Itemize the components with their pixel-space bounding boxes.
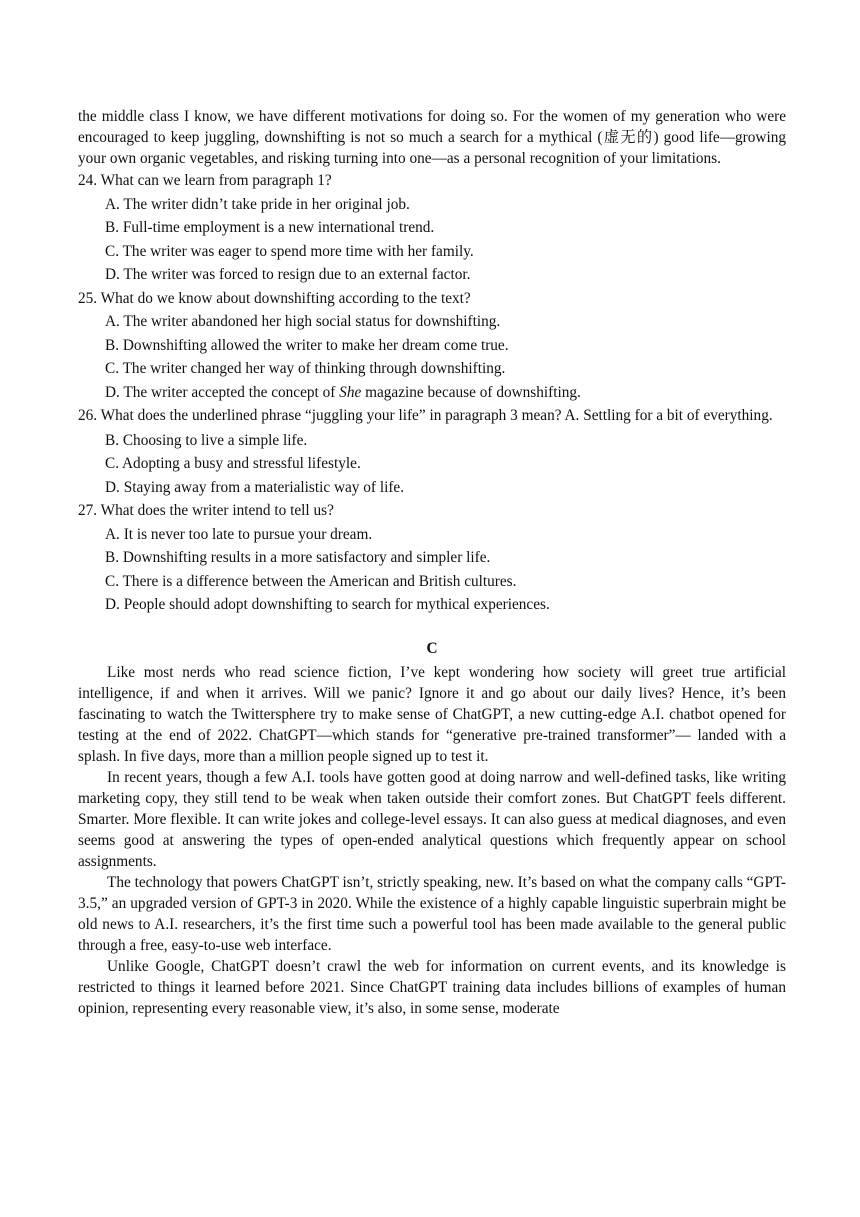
- passage-b-tail: the middle class I know, we have different motivations for doing so. For the women of my generation who were encouraged to keep juggling, downshifting is not so much a search for a mythical (虚无的) good life—growing your own organic vegetables, and risking turning into one—as a personal recognition of your limitations.: [78, 108, 786, 167]
- option-a: A. The writer didn’t take pride in her original job.: [105, 195, 410, 213]
- question-25: [78, 287, 786, 405]
- option-c: C. The writer was eager to spend more time with her family.: [105, 242, 474, 260]
- question-24: [78, 169, 786, 287]
- question-26: [78, 405, 786, 499]
- magazine-title: She: [339, 383, 362, 401]
- option-a: A. It is never too late to pursue your dream.: [105, 525, 373, 543]
- option-d: D. The writer was forced to resign due to an external factor.: [105, 266, 471, 283]
- passage-c-paragraph: Unlike Google, ChatGPT doesn’t crawl the web for information on current events, and its knowledge is restricted to things it learned before 2021. Since ChatGPT training data includes billions of examples of human opinion, representing every reasonable view, it’s also, in some sense, moderate: [78, 957, 786, 1017]
- option-b: B. Downshifting results in a more satisfactory and simpler life.: [105, 549, 491, 566]
- question-stem: 24. What can we learn from paragraph 1?: [78, 172, 332, 189]
- option-d: D. Staying away from a materialistic way of life.: [105, 478, 405, 496]
- option-c: C. There is a difference between the American and British cultures.: [105, 572, 517, 590]
- question-stem: 27. What does the writer intend to tell us?: [78, 502, 334, 519]
- option-a: A. The writer abandoned her high social status for downshifting.: [105, 313, 501, 330]
- option-b: B. Full-time employment is a new international trend.: [105, 219, 435, 236]
- option-d: D. The writer accepted the concept of She magazine because of downshifting.: [105, 383, 581, 401]
- option-b: B. Downshifting allowed the writer to make her dream come true.: [105, 336, 509, 354]
- question-27: [78, 499, 786, 617]
- passage-c-paragraph: Like most nerds who read science fiction, I’ve kept wondering how society will greet true artificial intelligence, if and when it arrives. Will we panic? Ignore it and go about our daily lives? Hence, it’s been fascinating to watch the Twittersphere try to make sense of ChatGPT, a new cutting-edge A.I. chatbot opened for testing at the end of 2022. ChatGPT—which stands for “generative pre-trained transformer”— landed with a splash. In five days, more than a million people signed up to test it.: [78, 663, 786, 765]
- document-page: [78, 106, 786, 1019]
- passage-c-paragraph: The technology that powers ChatGPT isn’t, strictly speaking, new. It’s based on what the company calls “GPT-3.5,” an upgraded version of GPT-3 in 2020. While the existence of a highly capable linguistic superbrain might be old news to A.I. researchers, it’s the first time such a powerful tool has been made available to the general public through a free, easy-to-use web interface.: [78, 873, 786, 954]
- section-label: C: [426, 639, 438, 657]
- question-stem: 25. What do we know about downshifting according to the text?: [78, 289, 471, 307]
- option-c: C. The writer changed her way of thinking through downshifting.: [105, 360, 506, 377]
- option-c: C. Adopting a busy and stressful lifestyle.: [105, 455, 361, 472]
- passage-c-paragraph: In recent years, though a few A.I. tools have gotten good at doing narrow and well-defined tasks, like writing marketing copy, they still tend to be weak when taken outside their comfort zones. But ChatGPT feels different. Smarter. More flexible. It can write jokes and college-level essays. It can also guess at medical diagnoses, and even seems good at answering the types of open-ended analytical questions which frequently appear on school assignments.: [78, 768, 786, 870]
- option-d: D. People should adopt downshifting to search for mythical experiences.: [105, 596, 550, 613]
- option-b: B. Choosing to live a simple life.: [105, 431, 308, 449]
- question-stem: 26. What does the underlined phrase “juggling your life” in paragraph 3 mean? A. Settling for a bit of everything.: [78, 407, 773, 424]
- section-c: [78, 639, 786, 1019]
